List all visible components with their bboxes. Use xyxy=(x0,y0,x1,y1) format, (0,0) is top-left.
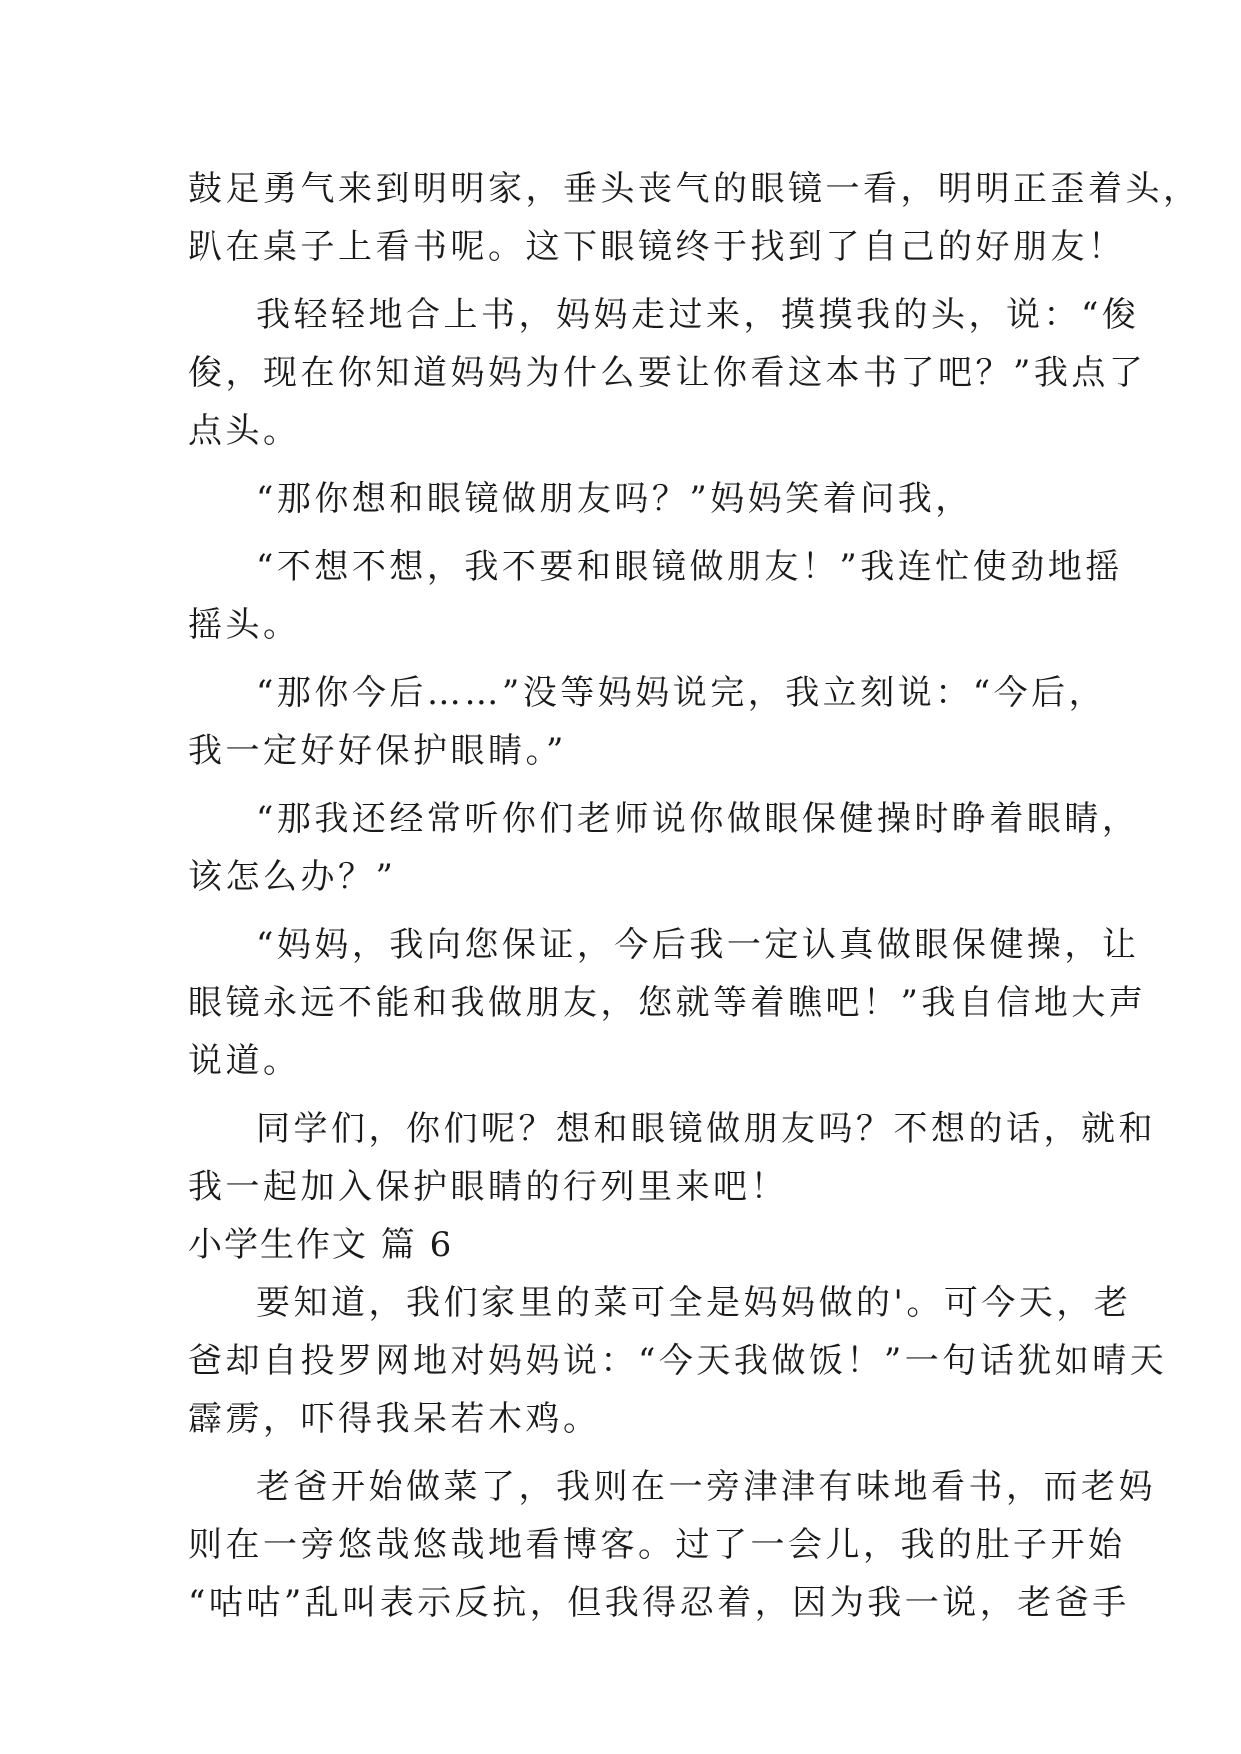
paragraph-start: 要知道，我们家里的菜可全是妈妈做的'。可今天，老 xyxy=(256,1283,1132,1323)
text-line: “咕咕”乱叫表示反抗，但我得忍着，因为我一说，老爸手 xyxy=(188,1583,1130,1623)
text-line: 该怎么办？” xyxy=(188,857,397,897)
text-line: 则在一旁悠哉悠哉地看博客。过了一会儿，我的肚子开始 xyxy=(188,1525,1126,1565)
text-line: 我一定好好保护眼睛。” xyxy=(188,731,567,771)
text-line: 霹雳，吓得我呆若木鸡。 xyxy=(188,1399,601,1439)
paragraph-start: “那你想和眼镜做朋友吗？”妈妈笑着问我， xyxy=(256,479,973,519)
text-line: 俊，现在你知道妈妈为什么要让你看这本书了吧？”我点了 xyxy=(188,353,1147,393)
paragraph-start: “妈妈，我向您保证，今后我一定认真做眼保健操，让 xyxy=(256,925,1140,965)
text-line: 点头。 xyxy=(188,411,301,451)
text-line: 我一起加入保护眼睛的行列里来吧！ xyxy=(188,1167,788,1207)
paragraph-start: 我轻轻地合上书，妈妈走过来，摸摸我的头，说：“俊 xyxy=(256,295,1140,335)
paragraph-start: “那我还经常听你们老师说你做眼保健操时睁着眼睛， xyxy=(256,799,1140,839)
essay-text xyxy=(188,160,1201,1632)
paragraph-start: 同学们，你们呢？想和眼镜做朋友吗？不想的话，就和 xyxy=(256,1109,1156,1149)
text-line: 摇头。 xyxy=(188,605,301,645)
text-line: 趴在桌子上看书呢。这下眼镜终于找到了自己的好朋友！ xyxy=(188,227,1126,267)
paragraph-start: 老爸开始做菜了，我则在一旁津津有味地看书，而老妈 xyxy=(256,1467,1156,1507)
section-heading: 小学生作文 篇 6 xyxy=(188,1225,454,1265)
text-line: 说道。 xyxy=(188,1041,301,1081)
paragraph-start: “不想不想，我不要和眼镜做朋友！”我连忙使劲地摇 xyxy=(256,547,1123,587)
paragraph-start: “那你今后……”没等妈妈说完，我立刻说：“今后， xyxy=(256,673,1107,713)
text-line: 眼镜永远不能和我做朋友，您就等着瞧吧！”我自信地大声 xyxy=(188,983,1147,1023)
text-line: 鼓足勇气来到明明家，垂头丧气的眼镜一看，明明正歪着头， xyxy=(188,169,1201,209)
text-line: 爸却自投罗网地对妈妈说：“今天我做饭！”一句话犹如晴天 xyxy=(188,1341,1168,1381)
